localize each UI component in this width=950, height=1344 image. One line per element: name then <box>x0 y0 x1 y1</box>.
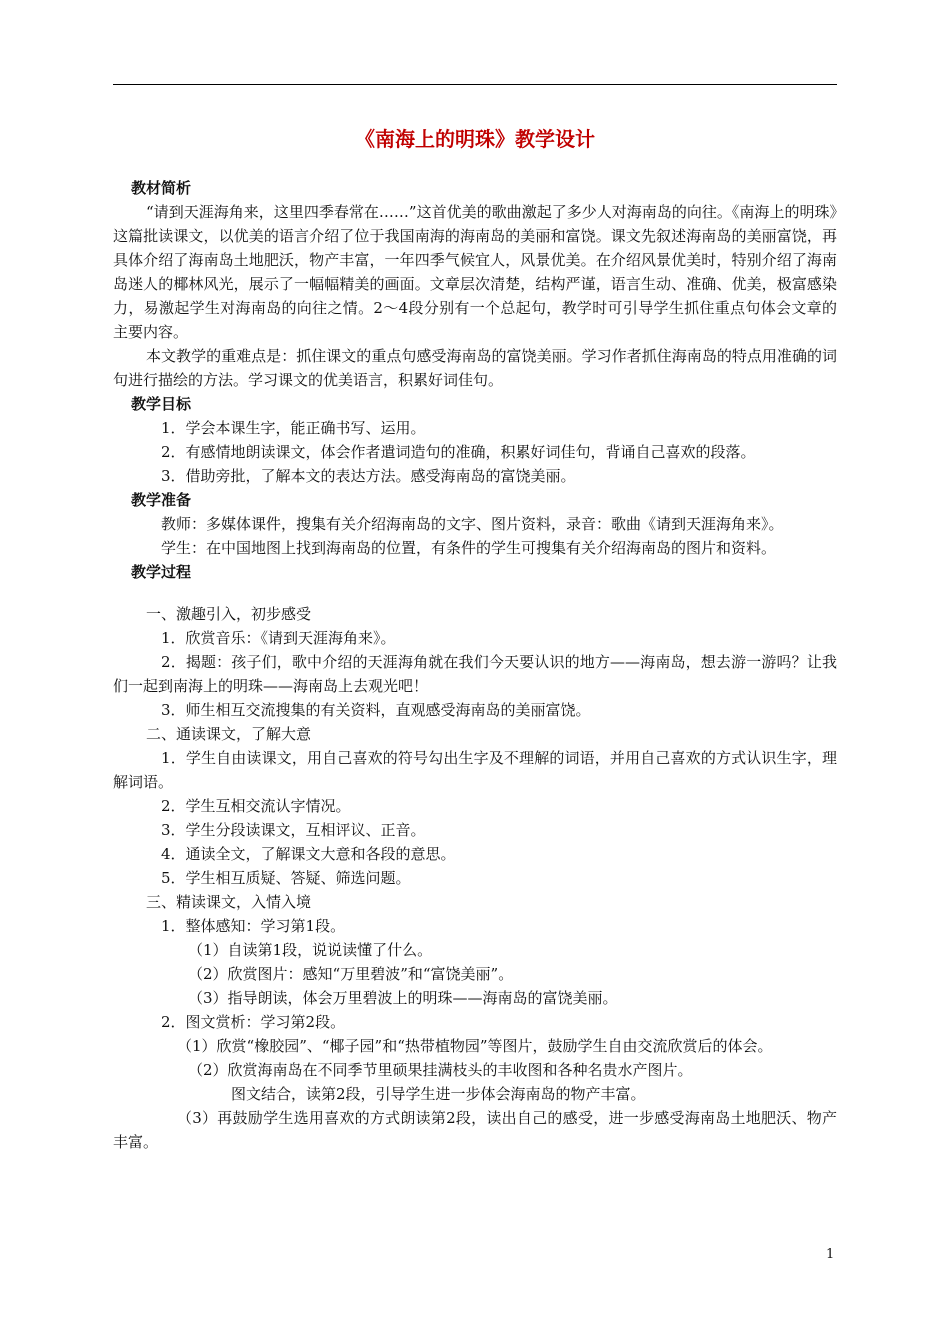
page-title: 《南海上的明珠》教学设计 <box>355 127 595 151</box>
process-substep: （3）再鼓励学生选用喜欢的方式朗读第2段，读出自己的感受，进一步感受海南岛土地肥沃、物产丰富。 <box>113 1109 837 1151</box>
heading-goals: 教学目标 <box>131 395 192 413</box>
process-substep: （2）欣赏图片：感知“万里碧波”和“富饶美丽”。 <box>188 965 514 983</box>
process-substep: （1）自读第1段，说说读懂了什么。 <box>188 941 433 959</box>
process-step: 1．学生自由读课文，用自己喜欢的符号勾出生字及不理解的词语，并用自己喜欢的方式认识生字，理解词语。 <box>113 749 837 791</box>
process-step: 1．欣赏音乐：《请到天涯海角来》。 <box>161 629 396 647</box>
goal-item: 3．借助旁批，了解本文的表达方法。感受海南岛的富饶美丽。 <box>161 467 576 485</box>
header-rule <box>113 84 837 85</box>
process-substep: （2）欣赏海南岛在不同季节里硕果挂满枝头的丰收图和各种名贵水产图片。 <box>188 1061 693 1079</box>
analysis-paragraph-1: “请到天涯海角来，这里四季春常在……”这首优美的歌曲激起了多少人对海南岛的向往。《南海上的明珠》这篇批读课文，以优美的语言介绍了位于我国南海的海南岛的美丽和富饶。课文先叙述海南岛的美丽富饶，再具体介绍了海南岛土地肥沃，物产丰富，一年四季气候宜人，风景优美。在介绍风景优美时，特别介绍了海南岛迷人的椰林风光，展示了一幅幅精美的画面。文章层次清楚，结构严谨，语言生动、准确、优美，极富感染力，易激起学生对海南岛的向往之情。2～4段分别有一个总起句，教学时可引导学生抓住重点句体会文章的主要内容。 <box>113 203 837 341</box>
heading-process: 教学过程 <box>131 563 192 581</box>
analysis-paragraph-2: 本文教学的重难点是：抓住课文的重点句感受海南岛的富饶美丽。学习作者抓住海南岛的特点用准确的词句进行描绘的方法。学习课文的优美语言，积累好词佳句。 <box>113 347 837 389</box>
process-step: 2．学生互相交流认字情况。 <box>161 797 351 815</box>
process-step: 2．揭题：孩子们，歌中介绍的天涯海角就在我们今天要认识的地方——海南岛，想去游一游吗？让我们一起到南海上的明珠——海南岛上去观光吧！ <box>113 653 837 695</box>
process-step: 5．学生相互质疑、答疑、筛选问题。 <box>161 869 411 887</box>
prep-student: 学生：在中国地图上找到海南岛的位置，有条件的学生可搜集有关介绍海南岛的图片和资料。 <box>161 539 777 557</box>
process-step: 1．整体感知：学习第1段。 <box>161 917 346 935</box>
process-part1-title: 一、激趣引入，初步感受 <box>146 605 312 623</box>
process-substep-note: 图文结合，读第2段，引导学生进一步体会海南岛的物产丰富。 <box>231 1085 646 1103</box>
heading-analysis: 教材简析 <box>131 179 192 197</box>
process-step: 4．通读全文，了解课文大意和各段的意思。 <box>161 845 456 863</box>
process-step: 2．图文赏析：学习第2段。 <box>161 1013 346 1031</box>
process-step: 3．学生分段读课文，互相评议、正音。 <box>161 821 426 839</box>
goal-item: 1．学会本课生字，能正确书写、运用。 <box>161 419 426 437</box>
prep-teacher: 教师：多媒体课件，搜集有关介绍海南岛的文字、图片资料，录音：歌曲《请到天涯海角来》。 <box>161 515 784 533</box>
goal-item: 2．有感情地朗读课文，体会作者遣词造句的准确，积累好词佳句，背诵自己喜欢的段落。 <box>161 443 756 461</box>
page-number: 1 <box>826 1247 835 1262</box>
heading-prep: 教学准备 <box>131 491 192 509</box>
process-substep: （1）欣赏“橡胶园”、“椰子园”和“热带植物园”等图片，鼓励学生自由交流欣赏后的体会。 <box>177 1037 773 1055</box>
process-substep: （3）指导朗读，体会万里碧波上的明珠——海南岛的富饶美丽。 <box>188 989 618 1007</box>
document-body <box>113 176 837 1154</box>
process-step: 3．师生相互交流搜集的有关资料，直观感受海南岛的美丽富饶。 <box>161 701 591 719</box>
process-part3-title: 三、精读课文，入情入境 <box>146 893 312 911</box>
process-part2-title: 二、通读课文，了解大意 <box>146 725 312 743</box>
